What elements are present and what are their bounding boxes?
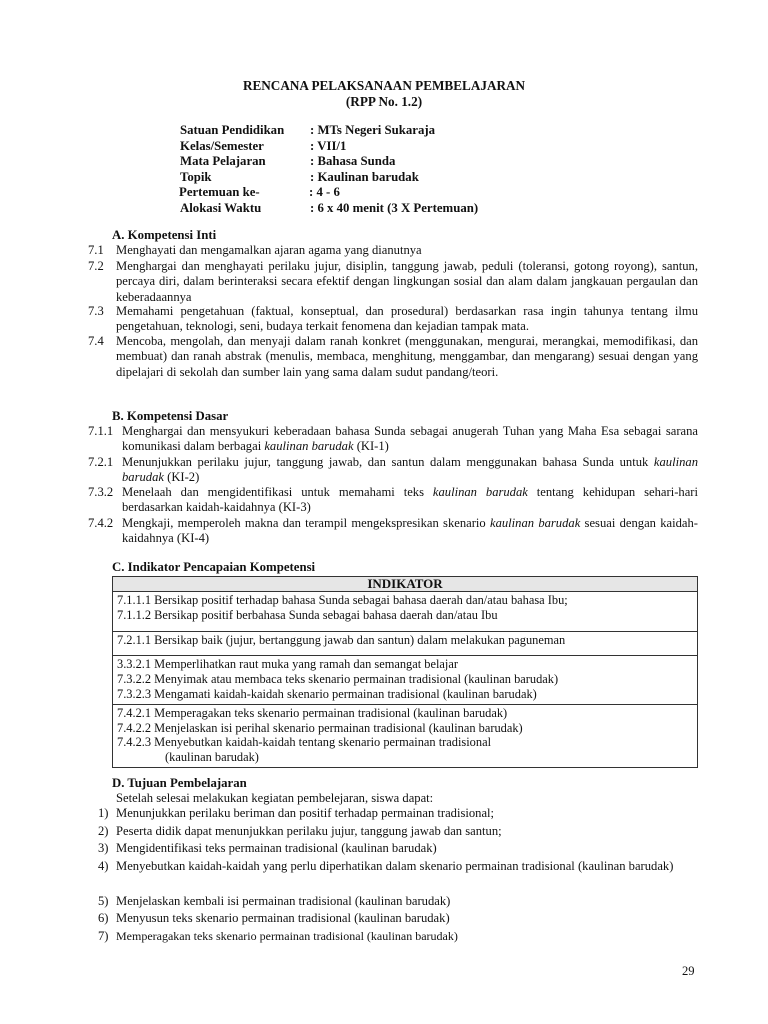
goal-item — [98, 928, 698, 946]
indicator-line: (kaulinan barudak) — [165, 750, 259, 765]
kd-item — [88, 455, 698, 486]
page-number: 29 — [682, 964, 695, 978]
indicator-line: 7.3.2.2 Menyimak atau membaca teks skenario permainan tradisional (kaulinan barudak) — [117, 672, 559, 687]
indicator-table — [112, 576, 698, 768]
info-value: : VII/1 — [310, 138, 347, 153]
kd-text — [122, 516, 698, 547]
goal-text: Menyebutkan kaidah-kaidah yang perlu diperhatikan dalam skenario permainan tradisional (kaulinan barudak) — [116, 859, 674, 873]
kd-item — [88, 516, 698, 547]
goal-item — [98, 805, 698, 823]
info-row — [180, 201, 478, 217]
ki-text: Memahami pengetahuan (faktual, konseptual, dan prosedural) berdasarkan rasa ingin tahunya tentang ilmu pengetahuan, teknologi, seni, budaya terkait fenomena dan kejadian tampak mata. — [116, 304, 698, 334]
goal-item — [98, 858, 698, 876]
indicator-line: 7.4.2.2 Menjelaskan isi perihal skenario permainan tradisional (kaulinan barudak) — [117, 720, 523, 735]
info-label: Pertemuan ke- — [179, 185, 260, 200]
indicator-line: 7.2.1.1 Bersikap baik (jujur, bertanggung jawab dan santun) dalam melakukan paguneman — [117, 632, 566, 647]
goal-text: Peserta didik dapat menunjukkan perilaku jujur, tanggung jawab dan santun; — [116, 824, 502, 838]
goal-number: 2) — [98, 824, 109, 838]
kd-number: 7.1.1 — [88, 424, 114, 438]
section-b-heading: B. Kompetensi Dasar — [112, 409, 229, 423]
page-title: RENCANA PELAKSANAAN PEMBELAJARAN — [242, 78, 526, 93]
goal-number: 7) — [98, 929, 109, 943]
ki-number: 7.3 — [88, 304, 104, 318]
kd-number: 7.3.2 — [88, 485, 114, 499]
goal-number: 6) — [98, 911, 109, 925]
page-subtitle: (RPP No. 1.2) — [345, 94, 423, 109]
ki-number: 7.1 — [88, 243, 104, 257]
kd-text-part: Menunjukkan perilaku jujur, tanggung jawab, dan santun dalam menggunakan bahasa Sunda untuk — [122, 455, 654, 469]
kd-item — [88, 485, 698, 516]
goal-item — [98, 823, 698, 841]
indicator-cell — [113, 592, 698, 632]
section-d-heading: D. Tujuan Pembelajaran — [112, 776, 247, 790]
info-label: Mata Pelajaran — [180, 154, 266, 169]
kd-text-italic: kaulinan barudak — [264, 439, 354, 454]
info-label: Topik — [180, 169, 212, 184]
kd-text-italic: kaulinan barudak — [432, 485, 528, 499]
info-row — [180, 185, 478, 201]
kd-number: 7.2.1 — [88, 455, 114, 469]
goal-text: Memperagakan teks skenario permainan tradisional (kaulinan barudak) — [116, 929, 458, 943]
info-row — [180, 154, 478, 170]
info-label: Satuan Pendidikan — [180, 123, 285, 137]
ki-number: 7.4 — [88, 334, 104, 348]
goal-number: 3) — [98, 841, 109, 855]
kd-text-italic: kaulinan barudak — [489, 516, 581, 530]
ki-number: 7.2 — [88, 259, 104, 273]
ki-item — [88, 259, 698, 305]
indicator-cell — [113, 631, 698, 656]
goal-text: Menunjukkan perilaku beriman dan positif terhadap permainan tradisional; — [116, 806, 495, 820]
goal-number: 4) — [98, 859, 109, 873]
goal-number: 1) — [98, 806, 109, 820]
kd-text — [122, 424, 698, 455]
goal-item — [98, 840, 698, 858]
indicator-line: 7.4.2.1 Memperagakan teks skenario permainan tradisional (kaulinan barudak) — [117, 705, 508, 720]
kd-number: 7.4.2 — [88, 516, 114, 530]
kd-text-part: Menelaah dan mengidentifikasi untuk memahami teks — [122, 485, 433, 499]
kd-text — [122, 455, 698, 486]
ki-text: Menghargai dan menghayati perilaku jujur, disiplin, tanggung jawab, peduli (toleransi, gotong royong), santun, percaya diri, dalam berinteraksi secara efektif dengan lingkungan sosial dan alam dalam jangkauan pergaulan dan keberadaannya — [116, 259, 698, 304]
info-row — [180, 139, 478, 155]
indicator-line: 7.1.1.2 Bersikap positif berbahasa Sunda sebagai bahasa daerah dan/atau Ibu — [117, 607, 498, 622]
ki-text: Mencoba, mengolah, dan menyaji dalam ranah konkret (menggunakan, mengurai, merangkai, memodifikasi, dan membuat) dan ranah abstrak (menulis, membaca, menghitung, menggambar, dan mengarang) sesuai dengan yang dipelajari di sekolah dan sumber lain yang sama dalam sudut pandang/teori. — [116, 334, 698, 379]
info-block — [180, 123, 478, 217]
info-value: : Bahasa Sunda — [310, 154, 396, 169]
info-row — [180, 170, 478, 186]
ki-item — [88, 334, 698, 380]
goal-text: Menjelaskan kembali isi permainan tradisional (kaulinan barudak) — [116, 894, 451, 908]
info-value: : MTs Negeri Sukaraja — [310, 123, 436, 137]
kd-text — [122, 485, 698, 516]
kd-text-part: (KI-1) — [353, 439, 389, 454]
info-value: : 6 x 40 menit (3 X Pertemuan) — [310, 200, 479, 215]
indicator-line: 3.3.2.1 Memperlihatkan raut muka yang ramah dan semangat belajar — [117, 657, 458, 672]
info-label: Kelas/Semester — [180, 138, 264, 153]
info-label: Alokasi Waktu — [180, 200, 262, 215]
indicator-line: 7.3.2.3 Mengamati kaidah-kaidah skenario permainan tradisional (kaulinan barudak) — [117, 686, 537, 701]
goal-text: Mengidentifikasi teks permainan tradisional (kaulinan barudak) — [116, 841, 437, 855]
kd-item — [88, 424, 698, 455]
ki-text: Menghayati dan mengamalkan ajaran agama yang dianutnya — [116, 243, 422, 257]
goal-item — [98, 910, 698, 928]
info-value: : Kaulinan barudak — [310, 169, 419, 184]
kd-text-part: sesuai dengan kaidah-kaidahnya (KI-4) — [122, 516, 698, 546]
kd-text-part: Mengkaji, memperoleh makna dan terampil mengekspresikan skenario — [122, 516, 490, 530]
ki-item — [88, 304, 698, 335]
indicator-cell — [113, 656, 698, 704]
section-d-intro: Setelah selesai melakukan kegiatan pembelejaran, siswa dapat: — [116, 791, 434, 805]
goal-number: 5) — [98, 894, 109, 908]
indicator-line: 7.1.1.1 Bersikap positif terhadap bahasa Sunda sebagai bahasa daerah dan/atau bahasa Ibu; — [117, 593, 568, 607]
ki-item — [88, 243, 698, 258]
info-row — [180, 123, 478, 139]
goal-text: Menyusun teks skenario permainan tradisional (kaulinan barudak) — [116, 911, 450, 925]
kd-text-part: Menghargai dan mensyukuri keberadaan bahasa Sunda sebagai anugerah Tuhan yang Maha Esa sebagai sarana komunikasi dalam berbagai — [122, 424, 698, 454]
kd-text-part: (KI-2) — [163, 470, 200, 485]
info-value: : 4 - 6 — [309, 185, 340, 200]
section-c-heading: C. Indikator Pencapaian Kompetensi — [112, 560, 316, 574]
indicator-cell — [113, 704, 698, 767]
goal-item — [98, 893, 698, 911]
indicator-line: 7.4.2.3 Menyebutkan kaidah-kaidah tentang skenario permainan tradisional — [117, 735, 492, 750]
kd-text-italic: kaulinan barudak — [122, 455, 698, 485]
kd-text-part: tentang kehidupan sehari-hari berdasarkan kaidah-kaidahnya (KI-3) — [122, 485, 698, 515]
indicator-header: INDIKATOR — [113, 577, 698, 592]
section-a-heading: A. Kompetensi Inti — [112, 228, 217, 242]
